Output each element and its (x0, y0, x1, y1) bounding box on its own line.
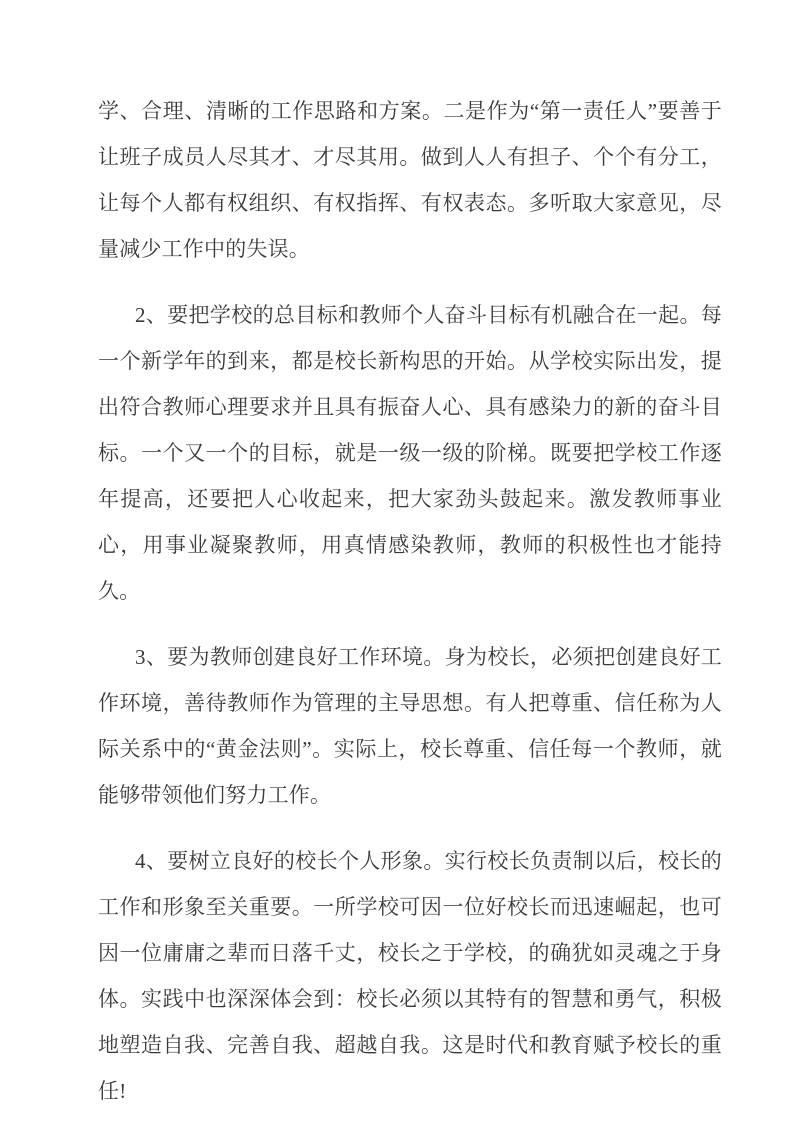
body-paragraph-3: 3、要为教师创建良好工作环境。身为校长，必须把创建良好工作环境，善待教师作为管理的主导思想。有人把尊重、信任称为人际关系中的“黄金法则”。实际上，校长尊重、信任每一个教师，就能够带领他们努力工作。 (98, 645, 722, 807)
document-body (98, 88, 722, 1122)
body-paragraph-2: 2、要把学校的总目标和教师个人奋斗目标有机融合在一起。每一个新学年的到来，都是校长新构思的开始。从学校实际出发，提出符合教师心理要求并且具有振奋人心、具有感染力的新的奋斗目标。一个又一个的目标，就是一级一级的阶梯。既要把学校工作逐年提高，还要把人心收起来，把大家劲头鼓起来。激发教师事业心，用事业凝聚教师，用真情感染教师，教师的积极性也才能持久。 (98, 303, 722, 603)
body-paragraph-1: 学、合理、清晰的工作思路和方案。二是作为“第一责任人”要善于让班子成员人尽其才、才尽其用。做到人人有担子、个个有分工，让每个人都有权组织、有权指挥、有权表态。多听取大家意见，尽量减少工作中的失误。 (98, 99, 722, 261)
body-paragraph-4: 4、要树立良好的校长个人形象。实行校长负责制以后，校长的工作和形象至关重要。一所学校可因一位好校长而迅速崛起，也可因一位庸庸之辈而日落千丈，校长之于学校，的确犹如灵魂之于身体。实践中也深深体会到：校长必须以其特有的智慧和勇气，积极地塑造自我、完善自我、超越自我。这是时代和教育赋予校长的重任! (98, 849, 722, 1103)
